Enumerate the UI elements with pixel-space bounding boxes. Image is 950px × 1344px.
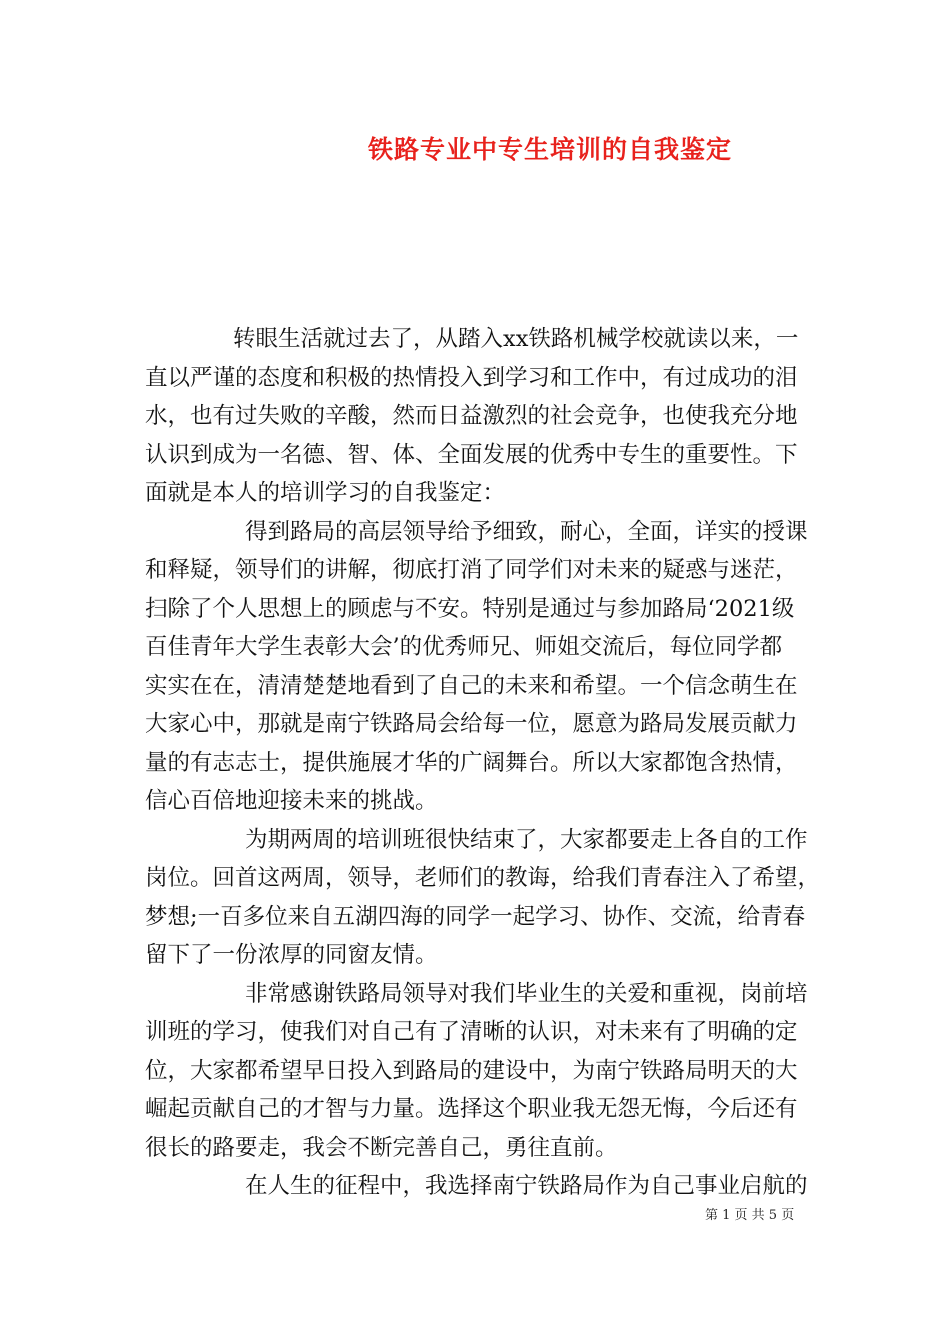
body-line: 水，也有过失败的辛酸，然而日益激烈的社会竞争，也使我充分地 — [145, 403, 798, 429]
body-line: 得到路局的高层领导给予细致，耐心，全面，详实的授课 — [245, 519, 808, 545]
body-line: 量的有志志士，提供施展才华的广阔舞台。所以大家都饱含热情， — [145, 750, 798, 776]
document-title: 铁路专业中专生培训的自我鉴定 — [367, 135, 732, 164]
body-line: 转眼生活就过去了，从踏入xx铁路机械学校就读以来，一 — [233, 326, 799, 352]
body-line: 认识到成为一名德、智、体、全面发展的优秀中专生的重要性。下 — [145, 442, 798, 468]
body-line: 位，大家都希望早日投入到路局的建设中，为南宁铁路局明天的大 — [145, 1058, 798, 1084]
body-line: 扫除了个人思想上的顾虑与不安。特别是通过与参加路局‘2021级 — [145, 596, 795, 622]
body-line: 很长的路要走，我会不断完善自己，勇往直前。 — [145, 1135, 618, 1161]
body-line: 百佳青年大学生表彰大会’的优秀师兄、师姐交流后，每位同学都 — [145, 634, 783, 660]
body-line: 非常感谢铁路局领导对我们毕业生的关爱和重视，岗前培 — [245, 981, 808, 1007]
body-line: 为期两周的培训班很快结束了，大家都要走上各自的工作 — [245, 827, 808, 853]
body-line: 直以严谨的态度和积极的热情投入到学习和工作中，有过成功的泪 — [145, 365, 798, 391]
body-line: 留下了一份浓厚的同窗友情。 — [145, 942, 438, 968]
body-line: 梦想;一百多位来自五湖四海的同学一起学习、协作、交流，给青春 — [145, 904, 806, 930]
body-line: 大家心中，那就是南宁铁路局会给每一位，愿意为路局发展贡献力 — [145, 711, 798, 737]
body-line: 崛起贡献自己的才智与力量。选择这个职业我无怨无悔，今后还有 — [145, 1096, 798, 1122]
body-line: 在人生的征程中，我选择南宁铁路局作为自己事业启航的 — [245, 1173, 808, 1199]
body-line: 岗位。回首这两周，领导，老师们的教诲，给我们青春注入了希望， — [145, 865, 821, 891]
body-line: 实实在在，清清楚楚地看到了自己的未来和希望。一个信念萌生在 — [145, 673, 798, 699]
body-line: 和释疑，领导们的讲解，彻底打消了同学们对未来的疑惑与迷茫， — [145, 557, 798, 583]
body-line: 信心百倍地迎接未来的挑战。 — [145, 788, 438, 814]
body-line: 训班的学习，使我们对自己有了清晰的认识，对未来有了明确的定 — [145, 1019, 798, 1045]
body-line: 面就是本人的培训学习的自我鉴定： — [145, 480, 506, 506]
page-footer: 第 1 页 共 5 页 — [705, 1208, 795, 1223]
